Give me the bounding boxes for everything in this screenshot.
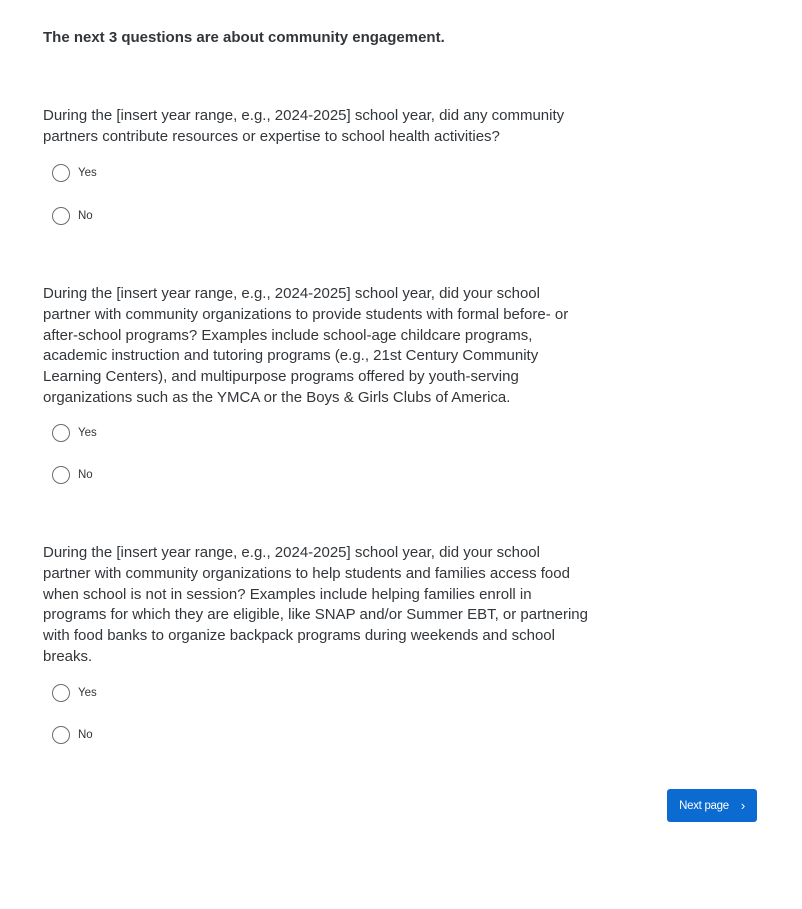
radio-button[interactable] xyxy=(52,207,70,225)
question-text: During the [insert year range, e.g., 2024-2025] school year, did your school partner with community organizations to provide students with formal before- or after-school programs? Examples include school-age childcare programs, academic instruction and tutoring programs (e.g., 21st Century Community Learning Centers), and multipurpose programs offered by youth-serving organizations such as the YMCA or the Boys & Girls Clubs of America. xyxy=(43,285,569,406)
question-2 xyxy=(43,284,591,481)
section-intro: The next 3 questions are about community engagement. xyxy=(43,29,445,46)
chevron-right-icon: › xyxy=(740,798,745,813)
radio-button[interactable] xyxy=(52,466,70,484)
radio-button[interactable] xyxy=(52,164,70,182)
radio-button[interactable] xyxy=(52,726,70,744)
option-no[interactable]: No xyxy=(52,726,93,744)
option-yes[interactable]: Yes xyxy=(52,164,97,182)
question-text: During the [insert year range, e.g., 2024-2025] school year, did any community partners contribute resources or expertise to school health activities? xyxy=(43,107,565,145)
next-page-label: Next page xyxy=(679,799,729,812)
radio-button[interactable] xyxy=(52,424,70,442)
option-yes[interactable]: Yes xyxy=(52,424,97,442)
question-text: During the [insert year range, e.g., 2024-2025] school year, did your school partner with community organizations to help students and families access food when school is not in session? Examples include helping families enroll in programs for which they are eligible, like SNAP and/or Summer EBT, or partnering with food banks to organize backpack programs during weekends and school breaks. xyxy=(43,544,588,665)
question-3 xyxy=(43,543,591,741)
next-page-button[interactable] xyxy=(667,789,757,822)
option-no[interactable]: No xyxy=(52,207,93,225)
option-no[interactable]: No xyxy=(52,466,93,484)
option-yes[interactable]: Yes xyxy=(52,684,97,702)
question-1 xyxy=(43,106,591,222)
radio-button[interactable] xyxy=(52,684,70,702)
